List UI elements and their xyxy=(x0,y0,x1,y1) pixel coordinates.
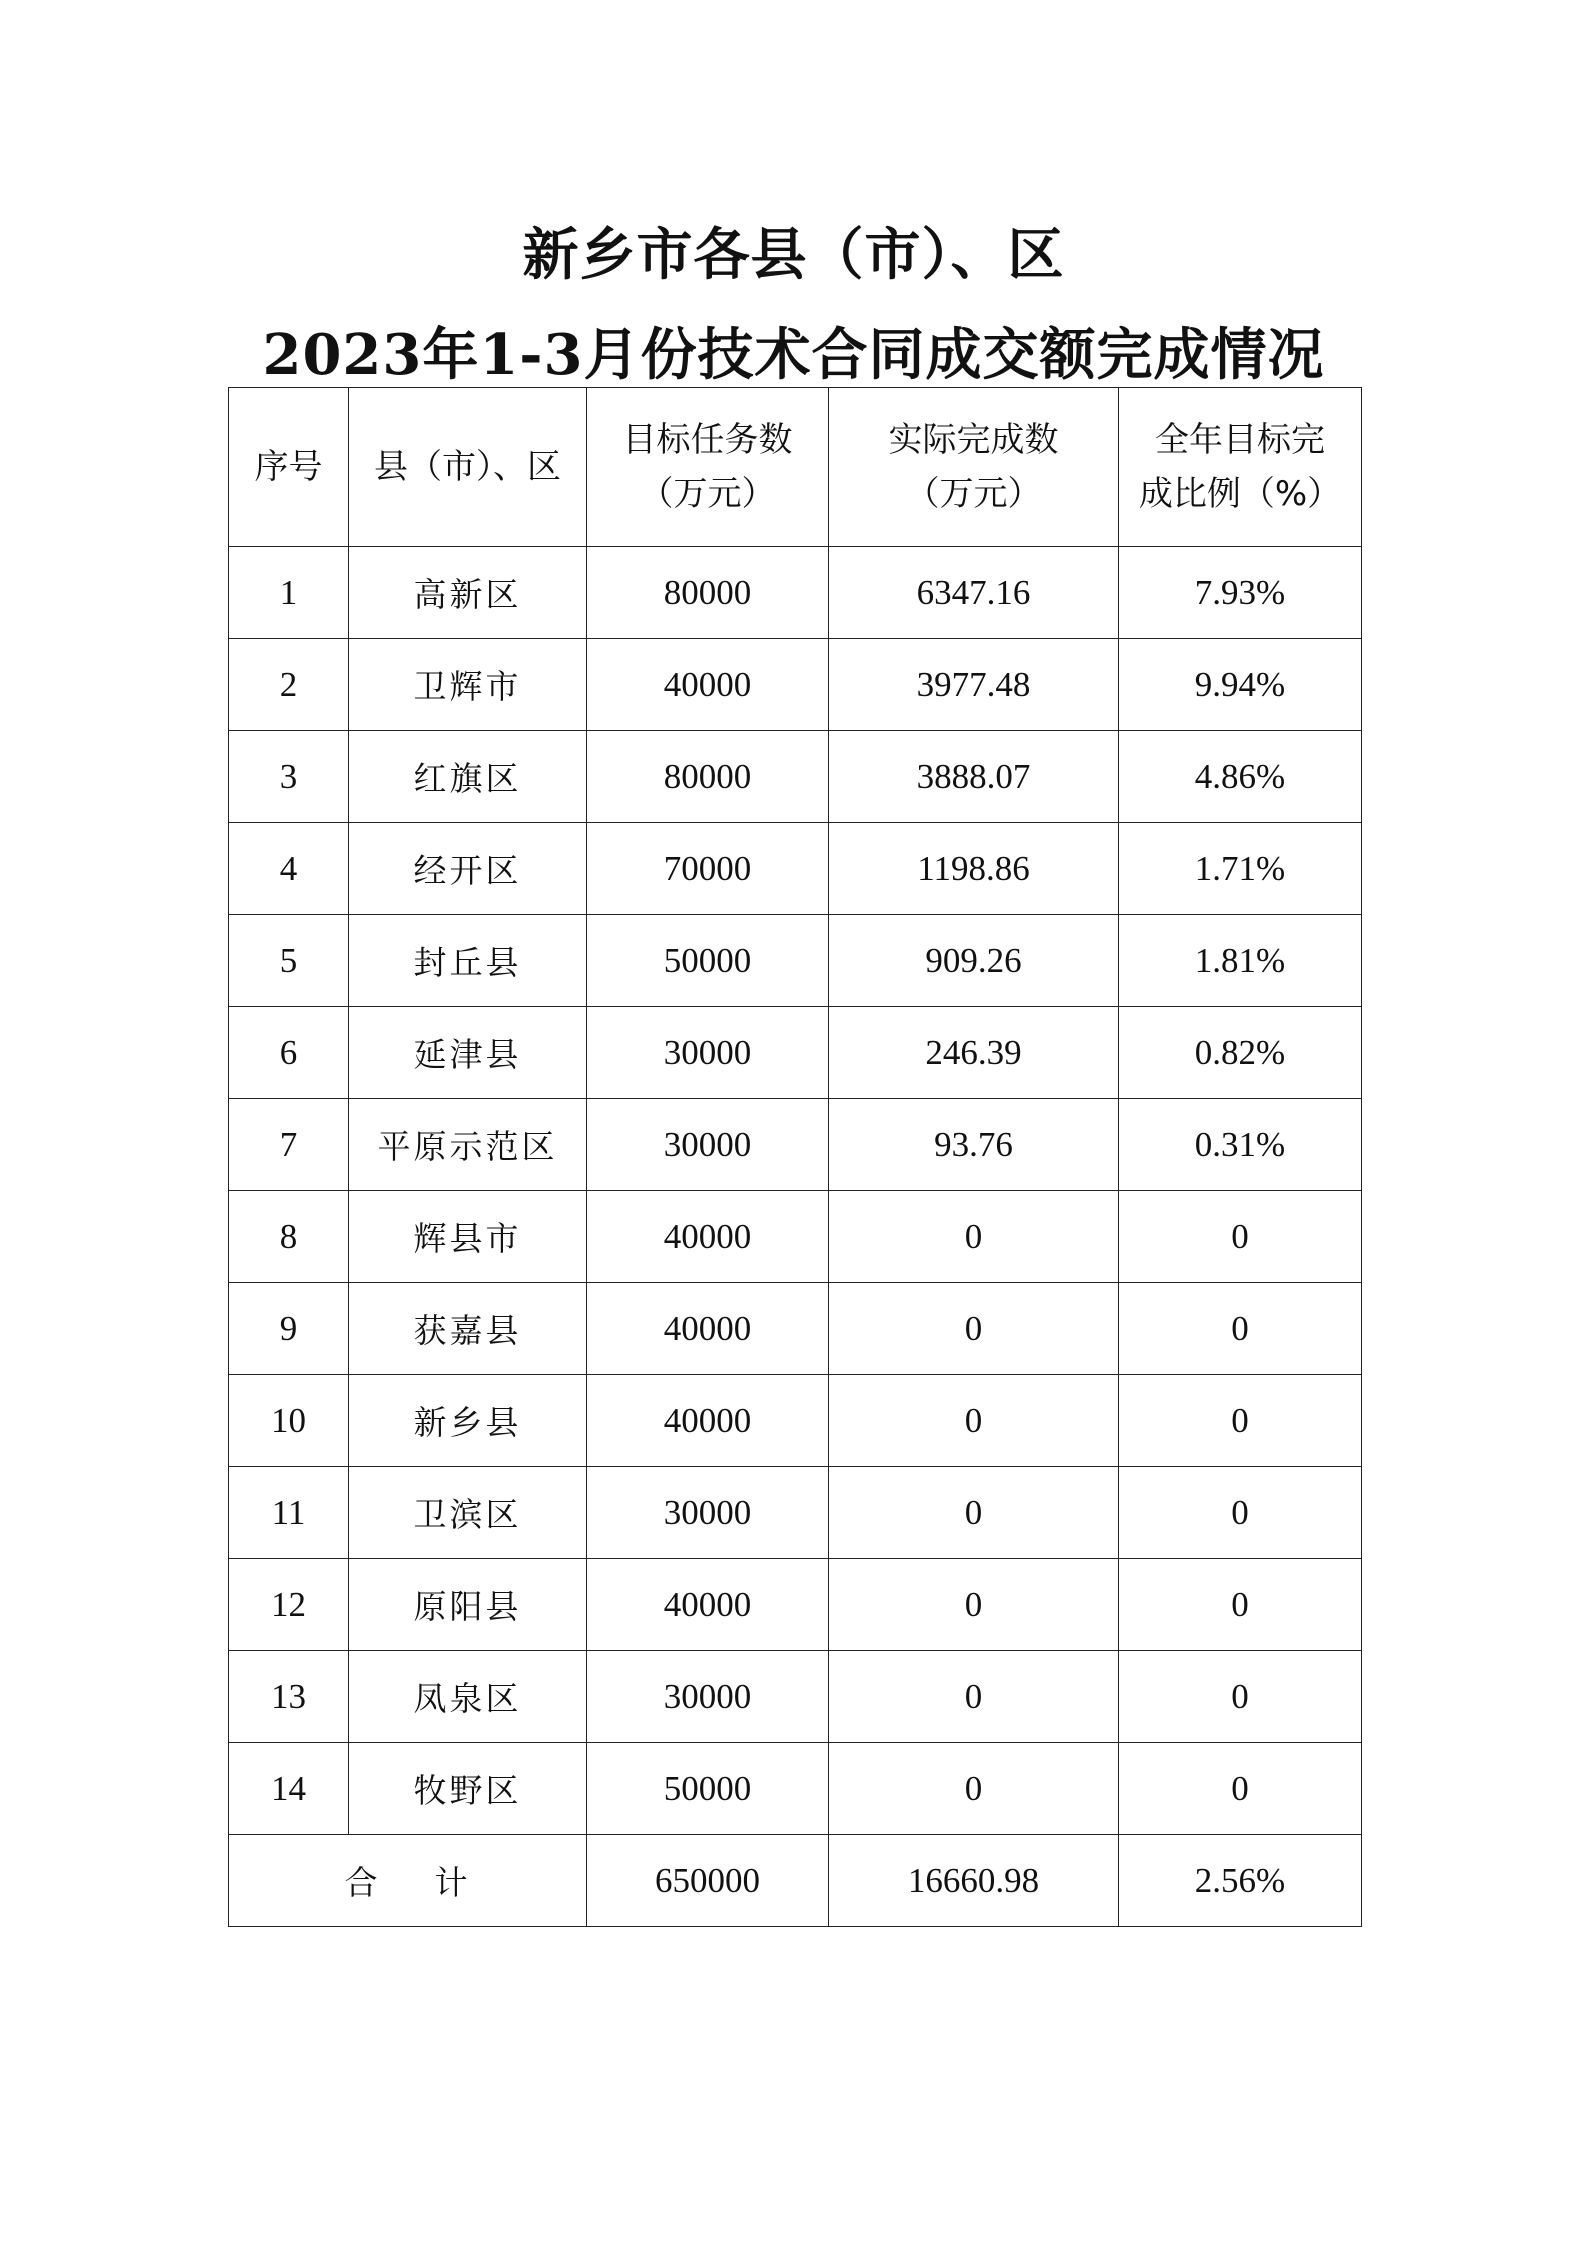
row-index: 12 xyxy=(229,1559,349,1651)
row-target: 40000 xyxy=(587,1191,829,1283)
table-row xyxy=(229,547,1362,639)
row-region: 辉县市 xyxy=(349,1191,587,1283)
row-region: 平原示范区 xyxy=(349,1099,587,1191)
row-ratio: 9.94% xyxy=(1119,639,1362,731)
total-label: 合 计 xyxy=(229,1835,587,1927)
row-actual: 0 xyxy=(829,1375,1119,1467)
document-title xyxy=(0,205,1587,405)
row-ratio: 7.93% xyxy=(1119,547,1362,639)
row-target: 30000 xyxy=(587,1007,829,1099)
row-region: 原阳县 xyxy=(349,1559,587,1651)
row-region: 延津县 xyxy=(349,1007,587,1099)
row-actual: 0 xyxy=(829,1651,1119,1743)
header-actual-line1: 实际完成数 xyxy=(888,420,1059,460)
row-index: 4 xyxy=(229,823,349,915)
row-actual: 6347.16 xyxy=(829,547,1119,639)
title-line-2: 2023年1-3月份技术合同成交额完成情况 xyxy=(262,322,1325,388)
row-target: 70000 xyxy=(587,823,829,915)
header-row xyxy=(229,388,1362,547)
title-line-1: 新乡市各县（市）、区 xyxy=(522,222,1065,288)
row-index: 7 xyxy=(229,1099,349,1191)
row-index: 10 xyxy=(229,1375,349,1467)
row-ratio: 1.71% xyxy=(1119,823,1362,915)
table-row xyxy=(229,1375,1362,1467)
row-index: 5 xyxy=(229,915,349,1007)
header-target-line1: 目标任务数 xyxy=(622,420,793,460)
header-actual xyxy=(829,388,1119,547)
row-ratio: 0.82% xyxy=(1119,1007,1362,1099)
table-row xyxy=(229,1467,1362,1559)
total-ratio: 2.56% xyxy=(1119,1835,1362,1927)
row-region: 高新区 xyxy=(349,547,587,639)
row-region: 红旗区 xyxy=(349,731,587,823)
row-actual: 3888.07 xyxy=(829,731,1119,823)
row-region: 卫滨区 xyxy=(349,1467,587,1559)
row-actual: 0 xyxy=(829,1283,1119,1375)
table-row xyxy=(229,1651,1362,1743)
header-actual-line2: （万元） xyxy=(905,474,1042,514)
header-target-line2: （万元） xyxy=(639,474,776,514)
row-ratio: 0 xyxy=(1119,1651,1362,1743)
row-target: 30000 xyxy=(587,1651,829,1743)
row-ratio: 4.86% xyxy=(1119,731,1362,823)
header-ratio-line2: 成比例（%） xyxy=(1138,474,1342,514)
row-index: 14 xyxy=(229,1743,349,1835)
row-region: 卫辉市 xyxy=(349,639,587,731)
row-target: 50000 xyxy=(587,915,829,1007)
header-target xyxy=(587,388,829,547)
table-row xyxy=(229,915,1362,1007)
row-target: 40000 xyxy=(587,1375,829,1467)
table-row xyxy=(229,1559,1362,1651)
row-ratio: 0 xyxy=(1119,1743,1362,1835)
row-index: 9 xyxy=(229,1283,349,1375)
row-actual: 909.26 xyxy=(829,915,1119,1007)
row-actual: 3977.48 xyxy=(829,639,1119,731)
row-ratio: 0 xyxy=(1119,1375,1362,1467)
row-target: 80000 xyxy=(587,731,829,823)
row-actual: 0 xyxy=(829,1743,1119,1835)
contract-completion-table xyxy=(228,387,1362,1927)
row-region: 获嘉县 xyxy=(349,1283,587,1375)
row-ratio: 1.81% xyxy=(1119,915,1362,1007)
header-region: 县（市）、区 xyxy=(349,388,587,547)
table-row xyxy=(229,731,1362,823)
row-target: 40000 xyxy=(587,1283,829,1375)
row-region: 牧野区 xyxy=(349,1743,587,1835)
row-index: 13 xyxy=(229,1651,349,1743)
row-actual: 93.76 xyxy=(829,1099,1119,1191)
table-row xyxy=(229,1007,1362,1099)
row-actual: 0 xyxy=(829,1191,1119,1283)
row-region: 封丘县 xyxy=(349,915,587,1007)
row-index: 1 xyxy=(229,547,349,639)
row-ratio: 0 xyxy=(1119,1283,1362,1375)
table-row xyxy=(229,1283,1362,1375)
row-ratio: 0 xyxy=(1119,1191,1362,1283)
row-region: 经开区 xyxy=(349,823,587,915)
row-index: 8 xyxy=(229,1191,349,1283)
row-ratio: 0 xyxy=(1119,1467,1362,1559)
table-row xyxy=(229,1099,1362,1191)
row-target: 80000 xyxy=(587,547,829,639)
header-ratio xyxy=(1119,388,1362,547)
row-index: 6 xyxy=(229,1007,349,1099)
table-row xyxy=(229,823,1362,915)
row-ratio: 0 xyxy=(1119,1559,1362,1651)
table-row xyxy=(229,1743,1362,1835)
row-target: 30000 xyxy=(587,1099,829,1191)
row-target: 50000 xyxy=(587,1743,829,1835)
row-target: 40000 xyxy=(587,1559,829,1651)
header-ratio-line1: 全年目标完 xyxy=(1155,420,1325,460)
table-row xyxy=(229,1191,1362,1283)
row-index: 11 xyxy=(229,1467,349,1559)
header-index: 序号 xyxy=(229,388,349,547)
row-region: 新乡县 xyxy=(349,1375,587,1467)
row-ratio: 0.31% xyxy=(1119,1099,1362,1191)
row-actual: 1198.86 xyxy=(829,823,1119,915)
row-actual: 0 xyxy=(829,1467,1119,1559)
row-actual: 246.39 xyxy=(829,1007,1119,1099)
row-region: 凤泉区 xyxy=(349,1651,587,1743)
row-actual: 0 xyxy=(829,1559,1119,1651)
total-target: 650000 xyxy=(587,1835,829,1927)
total-row xyxy=(229,1835,1362,1927)
table-row xyxy=(229,639,1362,731)
total-actual: 16660.98 xyxy=(829,1835,1119,1927)
row-index: 2 xyxy=(229,639,349,731)
row-target: 40000 xyxy=(587,639,829,731)
row-target: 30000 xyxy=(587,1467,829,1559)
row-index: 3 xyxy=(229,731,349,823)
